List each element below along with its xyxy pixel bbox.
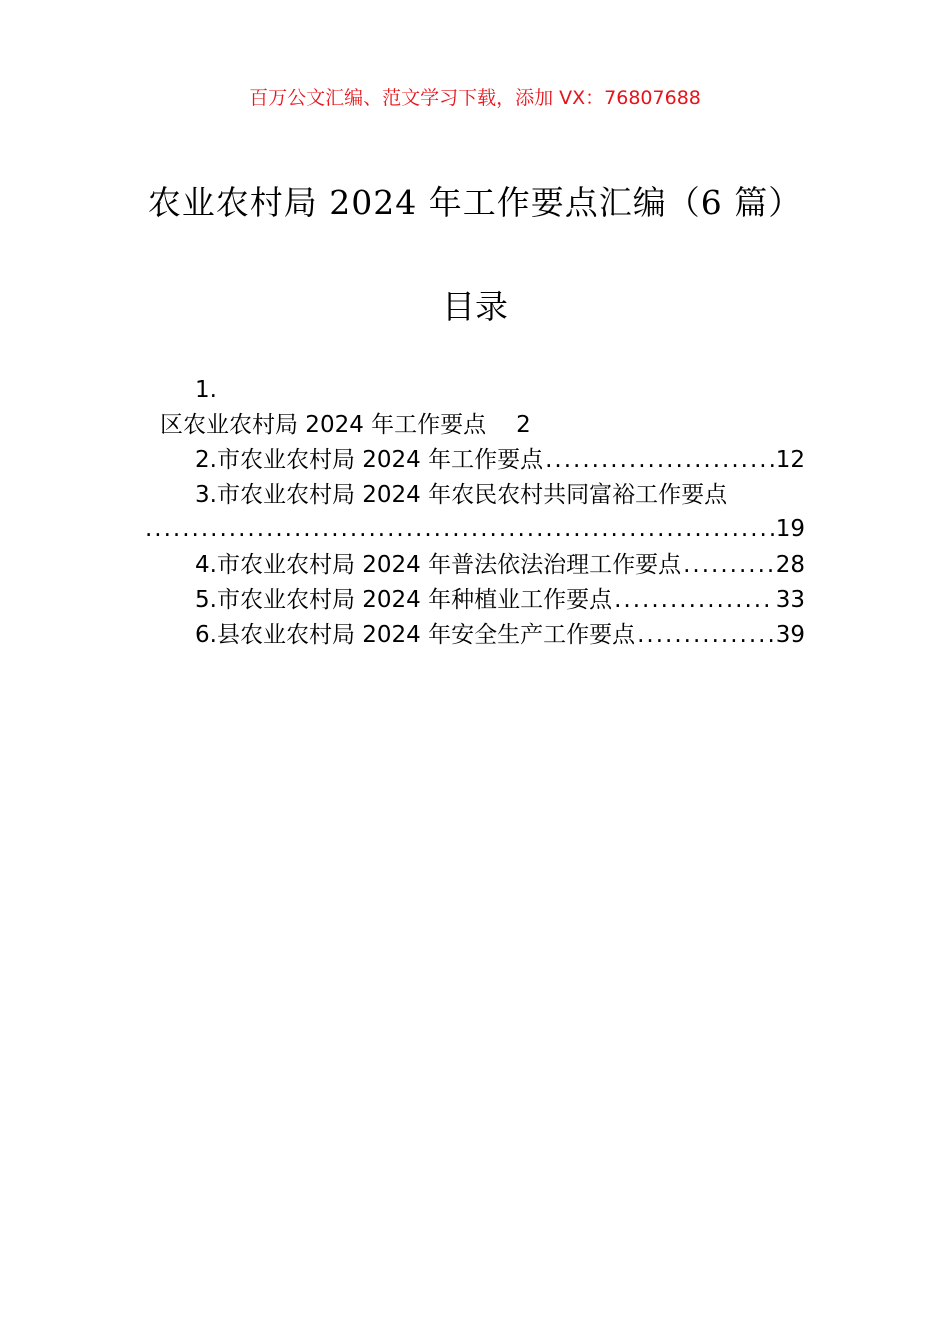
toc-item-5[interactable]: [195, 582, 805, 618]
toc-item-5-page: 33: [775, 587, 805, 613]
toc-item-6-leader: [637, 617, 774, 653]
toc-item-4-leader: [683, 547, 774, 583]
toc-item-4-page: 28: [775, 552, 805, 578]
toc-item-3-label[interactable]: 3.市农业农村局 2024 年农民农村共同富裕工作要点: [195, 482, 728, 508]
toc-item-6[interactable]: [195, 617, 805, 653]
toc-item-2-page: 12: [775, 447, 805, 473]
toc-item-1[interactable]: [160, 407, 531, 443]
document-title: 农业农村局 2024 年工作要点汇编（6 篇）: [147, 183, 803, 222]
watermark-banner: 百万公文汇编、范文学习下载，添加 VX：76807688: [249, 87, 701, 109]
toc-item-6-page: 39: [775, 622, 805, 648]
toc-item-1-label: 区农业农村局 2024 年工作要点: [160, 412, 487, 438]
toc-item-5-label: 5.市农业农村局 2024 年种植业工作要点: [195, 587, 613, 613]
toc-item-5-leader: [614, 582, 774, 618]
toc-item-2-leader: [545, 442, 774, 478]
toc-heading: 目录: [442, 287, 508, 326]
toc-item-6-label: 6.县农业农村局 2024 年安全生产工作要点: [195, 622, 636, 648]
toc-item-2-label: 2.市农业农村局 2024 年工作要点: [195, 447, 544, 473]
toc-item-2[interactable]: [195, 442, 805, 478]
toc-item-3-leader: [145, 511, 775, 547]
toc-item-1-number: 1.: [195, 377, 217, 403]
toc-item-3-page: 19: [775, 516, 805, 542]
toc-item-4[interactable]: [195, 547, 805, 583]
toc-item-1-page: 2: [516, 412, 531, 438]
toc-item-4-label: 4.市农业农村局 2024 年普法依法治理工作要点: [195, 552, 682, 578]
